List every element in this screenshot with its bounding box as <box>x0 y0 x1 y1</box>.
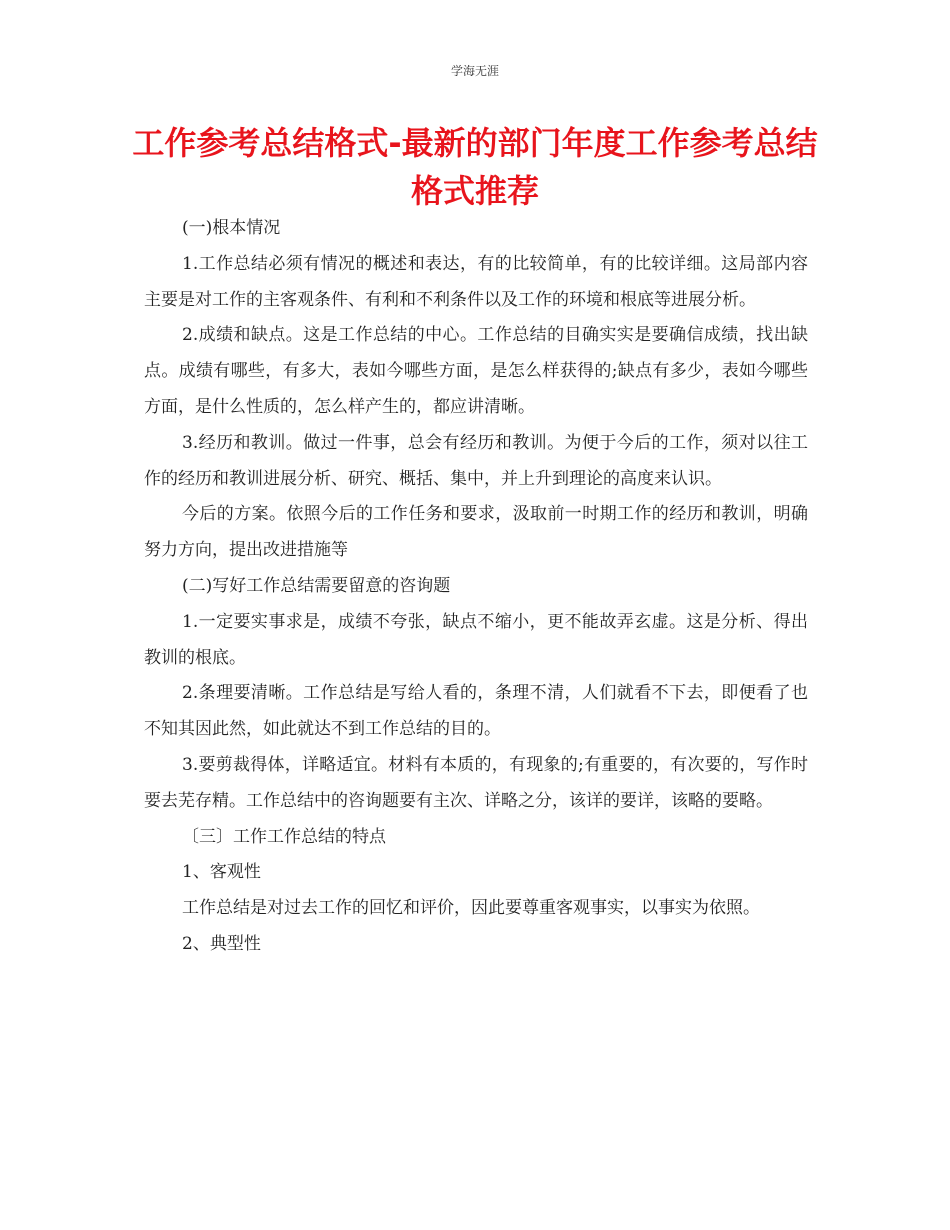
document-title: 工作参考总结格式-最新的部门年度工作参考总结格式推荐 <box>132 124 818 210</box>
paragraph: 3.经历和教训。做过一件事，总会有经历和教训。为便于今后的工作，须对以往工作的经历和教训进展分析、研究、概括、集中，并上升到理论的高度来认识。 <box>144 432 808 489</box>
paragraph: 工作总结是对过去工作的回忆和评价，因此要尊重客观事实，以事实为依照。 <box>182 898 760 919</box>
section-heading: (二)写好工作总结需要留意的咨询题 <box>182 575 451 596</box>
page-header: 学海无涯 <box>450 64 499 78</box>
paragraph: 1.工作总结必须有情况的概述和表达，有的比较简单，有的比较详细。这局部内容主要是对工作的主客观条件、有利和不利条件以及工作的环境和根底等进展分析。 <box>144 253 808 310</box>
paragraph: 2.成绩和缺点。这是工作总结的中心。工作总结的目确实实是要确信成绩，找出缺点。成绩有哪些，有多大，表如今哪些方面，是怎么样获得的;缺点有多少，表如今哪些方面，是什么性质的，怎么样产生的，都应讲清晰。 <box>144 325 808 417</box>
subheading: 2、典型性 <box>182 933 261 954</box>
paragraph: 3.要剪裁得体，详略适宜。材料有本质的，有现象的;有重要的，有次要的，写作时要去芜存精。工作总结中的咨询题要有主次、详略之分，该详的要详，该略的要略。 <box>144 754 808 811</box>
paragraph: 2.条理要清晰。工作总结是写给人看的，条理不清，人们就看不下去，即便看了也不知其因此然，如此就达不到工作总结的目的。 <box>144 683 808 740</box>
paragraph: 1.一定要实事求是，成绩不夸张，缺点不缩小，更不能故弄玄虚。这是分析、得出教训的根底。 <box>144 611 808 668</box>
subheading: 1、客观性 <box>182 862 261 883</box>
paragraph: 今后的方案。依照今后的工作任务和要求，汲取前一时期工作的经历和教训，明确努力方向，提出改进措施等 <box>144 504 808 561</box>
section-heading: (一)根本情况 <box>182 218 281 238</box>
document-body <box>144 211 808 963</box>
section-heading: 〔三〕工作工作总结的特点 <box>182 826 386 847</box>
